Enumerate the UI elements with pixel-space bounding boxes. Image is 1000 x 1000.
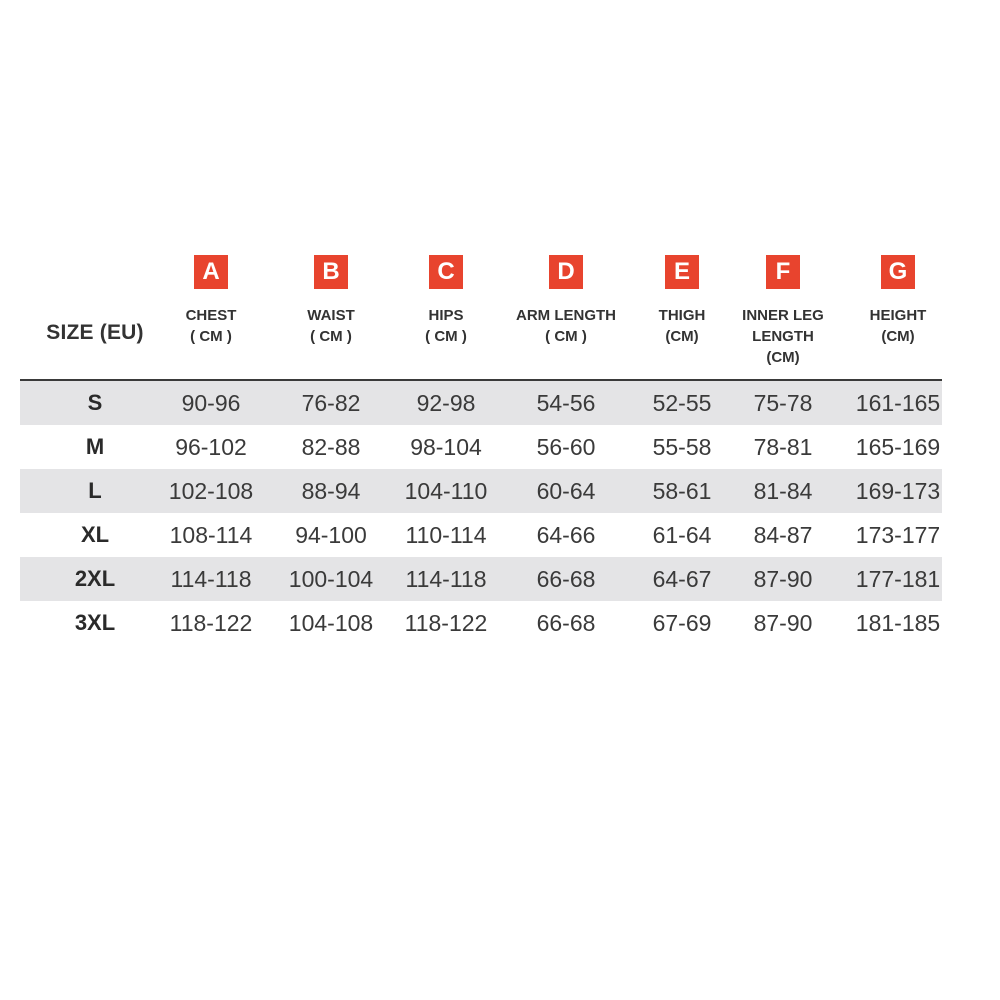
table-row: [20, 513, 942, 557]
table-row: [20, 381, 942, 425]
arm-length-cell: 56-60: [536, 434, 596, 460]
inner-leg-length-cell: 87-90: [753, 610, 813, 636]
table-row: [20, 469, 942, 513]
column-letter-badge: D: [549, 255, 583, 289]
hips-cell: 110-114: [405, 522, 487, 548]
column-letter-badge: C: [429, 255, 463, 289]
column-letter-badge: F: [766, 255, 800, 289]
hips-cell: 114-118: [405, 566, 487, 592]
column-label: THIGH (CM): [658, 307, 706, 345]
column-letter-badge: E: [665, 255, 699, 289]
thigh-cell: 55-58: [652, 434, 712, 460]
column-header-hips: [406, 255, 486, 347]
column-label: WAIST ( CM ): [307, 307, 355, 345]
arm-length-cell: 66-68: [536, 566, 596, 592]
thigh-cell: 61-64: [652, 522, 712, 548]
height-cell: 181-185: [855, 610, 941, 636]
hips-cell: 98-104: [410, 434, 482, 460]
inner-leg-length-cell: 81-84: [753, 478, 813, 504]
column-letter-badge: G: [881, 255, 915, 289]
size-cell: M: [85, 434, 105, 459]
arm-length-cell: 64-66: [536, 522, 596, 548]
size-cell: S: [87, 390, 103, 415]
column-header-thigh: [642, 255, 722, 347]
waist-cell: 76-82: [301, 390, 361, 416]
column-label: CHEST ( CM ): [185, 307, 237, 345]
height-cell: 161-165: [855, 390, 941, 416]
height-cell: 177-181: [855, 566, 941, 592]
column-label: ARM LENGTH ( CM ): [516, 307, 616, 345]
table-header: [20, 255, 942, 379]
column-header-height: [858, 255, 938, 347]
column-header-chest: [171, 255, 251, 347]
waist-cell: 100-104: [288, 566, 374, 592]
thigh-cell: 58-61: [652, 478, 712, 504]
chest-cell: 108-114: [169, 522, 253, 548]
height-cell: 173-177: [855, 522, 941, 548]
column-label: HEIGHT (CM): [869, 307, 927, 345]
hips-cell: 104-110: [404, 478, 488, 504]
thigh-cell: 52-55: [652, 390, 712, 416]
inner-leg-length-cell: 75-78: [753, 390, 813, 416]
arm-length-cell: 60-64: [536, 478, 596, 504]
size-chart-table: [20, 255, 942, 645]
size-cell: XL: [80, 522, 110, 547]
column-letter-badge: A: [194, 255, 228, 289]
column-header-waist: [288, 255, 374, 347]
column-label: INNER LEG LENGTH (CM): [742, 307, 824, 366]
size-cell: 2XL: [74, 566, 116, 591]
column-letter-badge: B: [314, 255, 348, 289]
table-row: [20, 601, 942, 645]
waist-cell: 104-108: [288, 610, 374, 636]
waist-cell: 88-94: [301, 478, 361, 504]
chest-cell: 90-96: [181, 390, 241, 416]
size-cell: 3XL: [74, 610, 116, 635]
waist-cell: 82-88: [301, 434, 361, 460]
column-label: HIPS ( CM ): [425, 307, 467, 345]
arm-length-cell: 54-56: [536, 390, 596, 416]
height-cell: 169-173: [855, 478, 941, 504]
thigh-cell: 64-67: [652, 566, 712, 592]
inner-leg-length-cell: 87-90: [753, 566, 813, 592]
column-header-arm-length: [496, 255, 636, 347]
chest-cell: 96-102: [175, 434, 247, 460]
thigh-cell: 67-69: [652, 610, 712, 636]
chest-cell: 118-122: [169, 610, 253, 636]
chest-cell: 114-118: [170, 566, 252, 592]
height-cell: 165-169: [855, 434, 941, 460]
size-column-heading: SIZE (EU): [46, 321, 144, 344]
inner-leg-length-cell: 84-87: [753, 522, 813, 548]
column-header-inner-leg-length: [733, 255, 833, 368]
table-row: [20, 425, 942, 469]
hips-cell: 92-98: [416, 390, 476, 416]
table-row: [20, 557, 942, 601]
arm-length-cell: 66-68: [536, 610, 596, 636]
chest-cell: 102-108: [168, 478, 254, 504]
inner-leg-length-cell: 78-81: [753, 434, 813, 460]
size-cell: L: [88, 478, 102, 503]
hips-cell: 118-122: [404, 610, 488, 636]
waist-cell: 94-100: [295, 522, 367, 548]
